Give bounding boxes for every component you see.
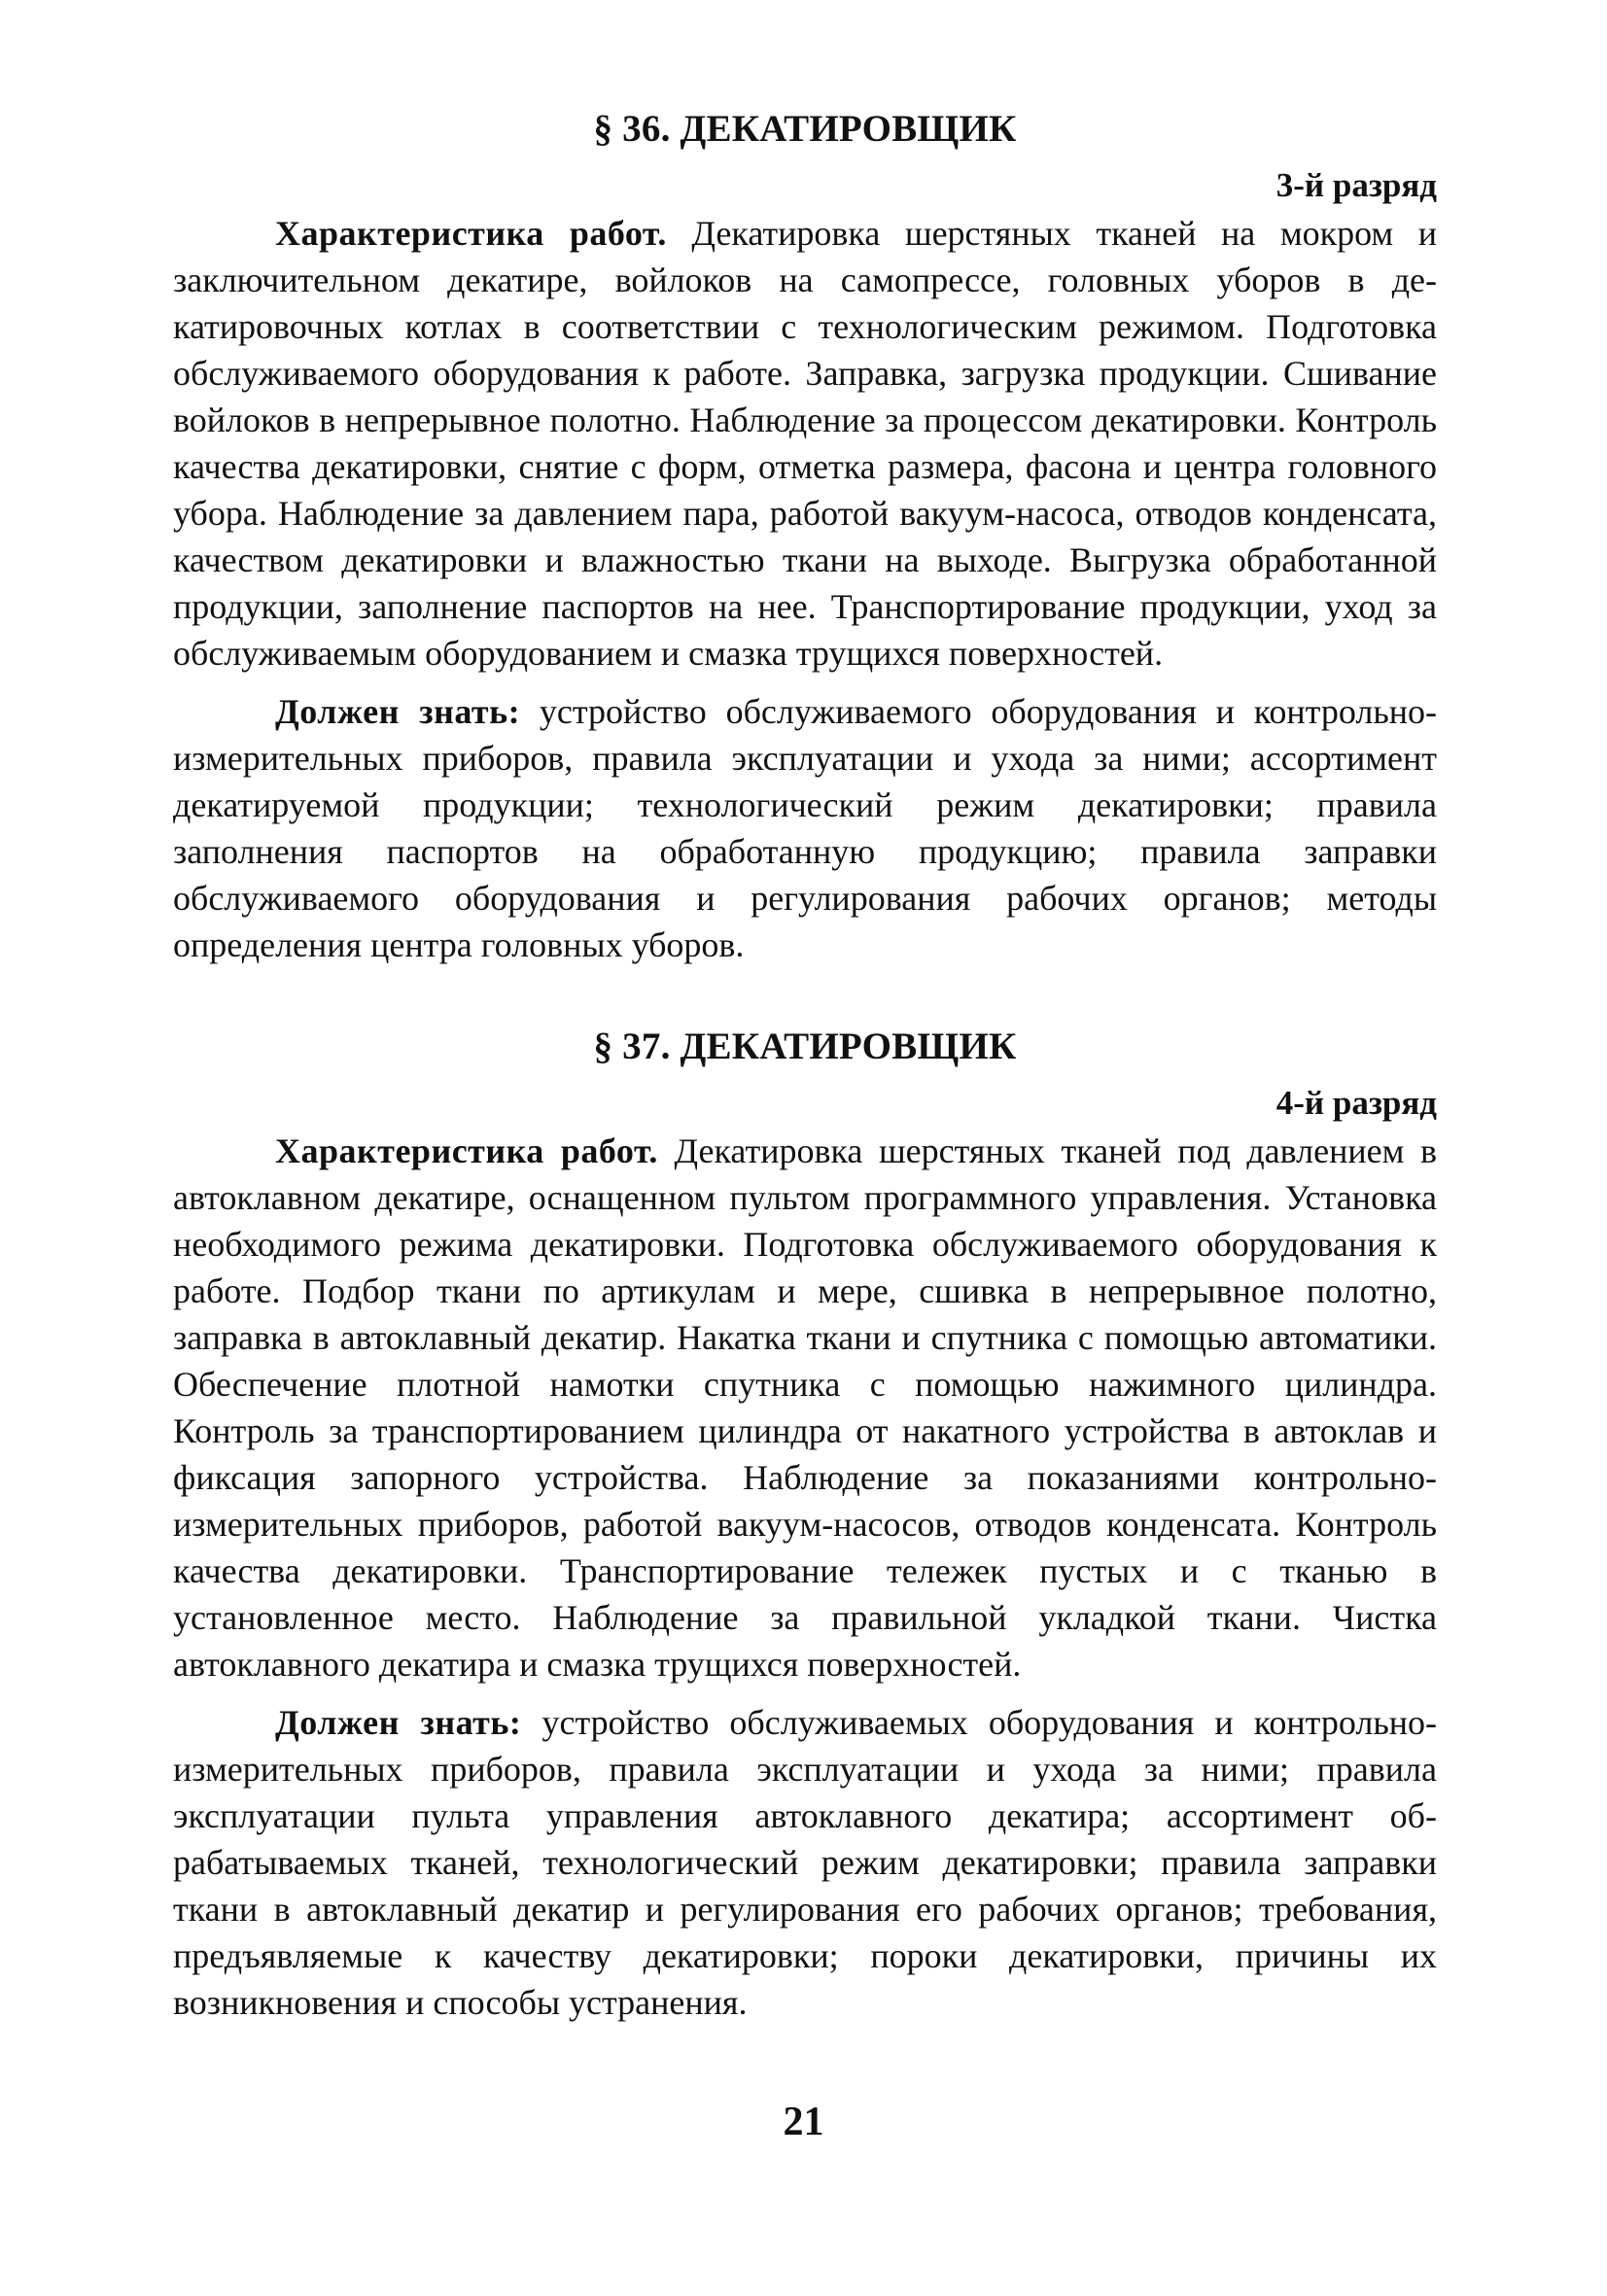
paragraph-text: Декатировка шерстяных тканей под давлением в автоклавном декатире, оснащенном пультом программного управления. Установка необходимого режима декатировки. Подготовка обслуживаемого оборудования к работе. Подбор ткани по артикулам и мере, сшивка в непрерывное полотно, заправка в автоклавный декатир. Накатка ткани и спутника с помощью автоматики. Обеспечение плотной намотки спутника с помощью нажимного цилиндра. Контроль за транспортированием цилиндра от накатного устройства в автоклав и фиксация запорного устройства. Наблюдение за показаниями контрольно-измерительных приборов, работой вакуум-насосов, отводов конденсата. Контроль качества декатировки. Транспортирование тележек пустых и с тканью в установленное место. Наблюдение за правильной укладкой ткани. Чистка автоклавного декатира и смазка трущихся поверхностей. [173,1131,1437,1684]
paragraph-must-know [173,688,1437,968]
paragraph-lead: Должен знать: [275,1703,522,1742]
grade-label: 4-й разряд [1275,1084,1437,1122]
section-37 [173,1025,1437,2026]
paragraph-work-characteristics [173,1128,1437,1687]
paragraph-text: устройство обслуживаемого оборудования и контрольно-измерительных приборов, правила эксплуатации и ухода за ними; ассортимент декатируемой продукции; технологический режим декатировки; правила заполнения паспортов на обработанную продукцию; правила заправки обслуживаемого оборудования и регулирования рабочих органов; методы определения центра головных уборов. [173,692,1438,964]
section-36 [173,107,1437,968]
paragraph-must-know [173,1699,1437,2026]
paragraph-text: устройство обслуживаемых оборудования и контрольно-измерительных приборов, правила эксплуатации и ухода за ними; правила эксплуатации пульта управления автоклавного декатира; ассортимент обрабатываемых тканей, технологический режим декатировки; правила заправки ткани в автоклавный декатир и регулирования его рабочих органов; требования, предъявляемые к качеству декатировки; пороки декатировки, причины их возникновения и способы устранения. [173,1703,1438,2022]
paragraph-work-characteristics [173,210,1437,677]
paragraph-lead: Характеристика работ. [275,214,667,253]
section-heading: § 37. ДЕКАТИРОВЩИК [593,1026,1017,1067]
paragraph-lead: Характеристика работ. [275,1131,658,1170]
paragraph-text: Декатировка шерстяных тканей на мокром и заключительном декатире, войлоков на самопрессе, головных уборов в декатировочных котлах в соответствии с технологическим режимом. Подготовка обслуживаемого оборудования к работе. Заправка, загрузка продукции. Сшивание войлоков в непрерывное полотно. Наблюдение за процессом декатировки. Контроль качества декатировки, снятие с форм, отметка размера, фасона и центра головного убора. Наблюдение за давлением пара, работой вакуум-насоса, отводов конденсата, качеством декатировки и влажностью ткани на выходе. Выгрузка обработанной продукции, заполнение паспортов на нее. Транспортирование продукции, уход за обслуживаемым оборудованием и смазка трущихся поверхностей. [173,214,1437,673]
page-number: 21 [783,2100,824,2144]
paragraph-lead: Должен знать: [275,692,521,731]
document-page [173,107,1437,2037]
section-heading: § 36. ДЕКАТИРОВЩИК [593,108,1017,150]
section-spacer [173,980,1437,1025]
grade-label: 3-й разряд [1275,166,1437,204]
